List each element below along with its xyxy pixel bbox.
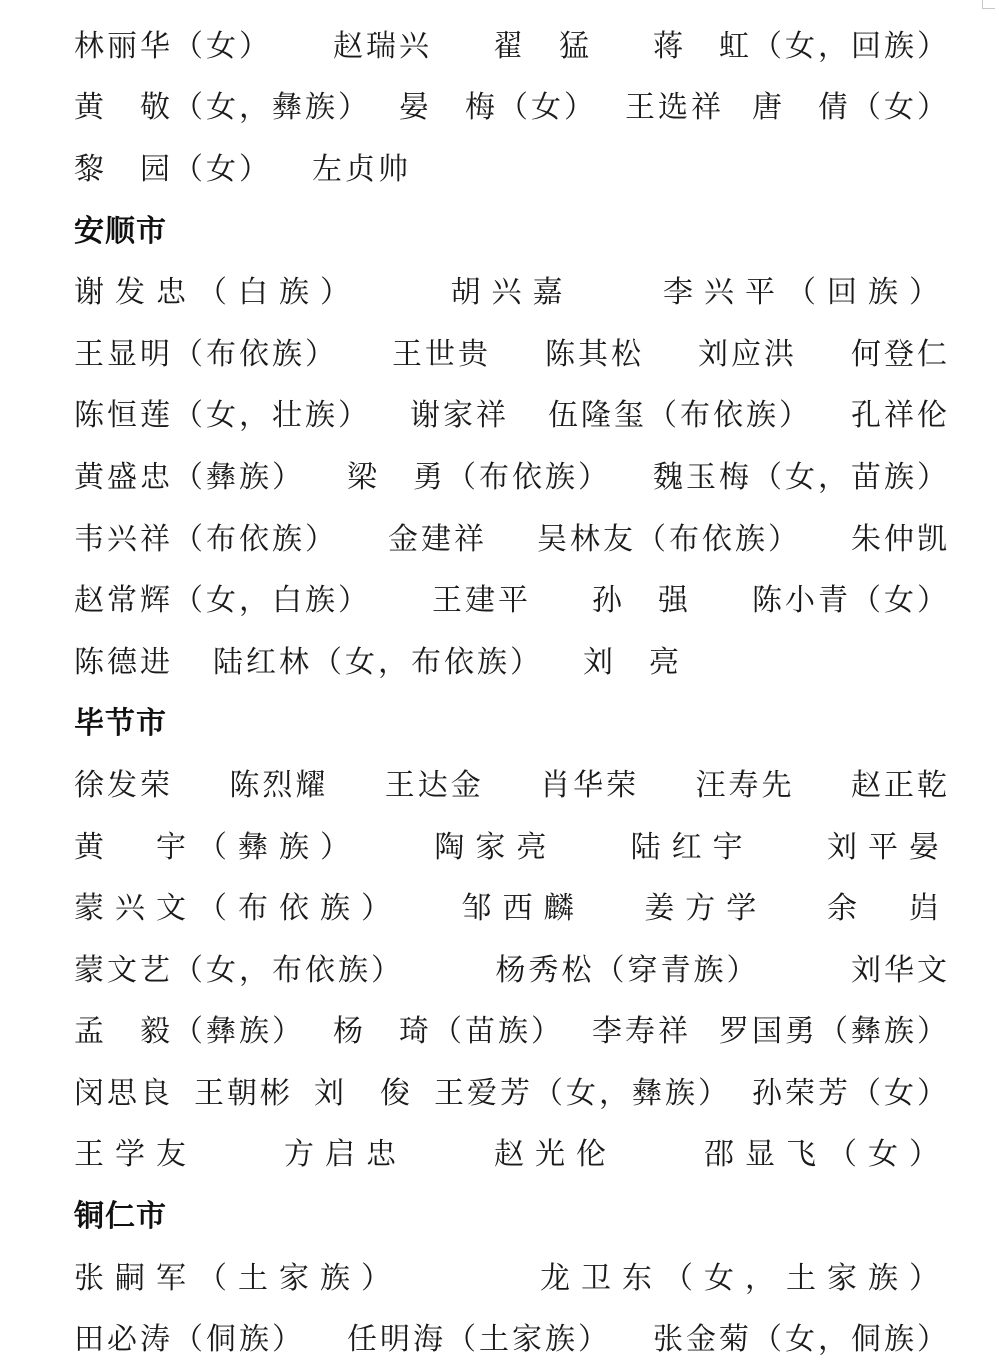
person-entry: 张金菊（女，侗族） <box>653 1322 950 1358</box>
person-entry: 蒋 虹（女，回族） <box>653 28 950 64</box>
person-entry: 黄 宇（彝族） <box>74 829 361 865</box>
name-row <box>74 74 950 136</box>
city-heading: 毕节市 <box>74 706 167 742</box>
person-entry: 何登仁 <box>851 336 950 372</box>
person-entry: 任明海（土家族） <box>347 1322 611 1358</box>
person-entry: 赵常辉（女，白族） <box>74 583 371 619</box>
person-entry: 孔祥伦 <box>851 398 950 434</box>
person-entry: 唐 倩（女） <box>752 90 950 126</box>
person-entry: 孙荣芳（女） <box>752 1075 950 1111</box>
person-entry: 王世贵 <box>392 336 491 372</box>
person-entry: 孟 毅（彝族） <box>74 1014 305 1050</box>
person-entry: 刘平晏 <box>826 829 950 865</box>
person-entry: 陈德进 <box>74 644 173 680</box>
person-entry: 王爱芳（女，彝族） <box>434 1075 731 1111</box>
name-row <box>74 813 950 875</box>
person-entry: 黎 园（女） <box>74 151 272 187</box>
name-row <box>74 1244 950 1306</box>
person-entry: 李寿祥 <box>592 1014 691 1050</box>
person-entry: 肖华荣 <box>540 767 640 803</box>
city-heading: 安顺市 <box>74 213 167 249</box>
person-entry: 蒙兴文（布依族） <box>74 891 402 927</box>
person-entry: 吴林友（布依族） <box>537 521 801 557</box>
person-entry: 闵思良 <box>74 1075 173 1111</box>
person-entry: 陶家亮 <box>434 829 558 865</box>
person-entry: 汪寿先 <box>695 767 795 803</box>
name-row <box>74 1059 950 1121</box>
person-entry: 左贞帅 <box>312 151 411 187</box>
person-entry: 金建祥 <box>388 521 487 557</box>
person-entry: 赵光伦 <box>494 1137 617 1173</box>
person-entry: 晏 梅（女） <box>399 90 597 126</box>
person-entry: 韦兴祥（布依族） <box>74 521 338 557</box>
name-row <box>74 998 950 1060</box>
person-entry: 陈烈耀 <box>229 767 329 803</box>
person-entry: 王建平 <box>432 583 531 619</box>
person-entry: 姜方学 <box>644 891 768 927</box>
person-entry: 孙 强 <box>592 583 691 619</box>
person-entry: 杨秀松（穿青族） <box>495 952 760 988</box>
person-entry: 赵瑞兴 <box>333 28 432 64</box>
name-row <box>74 936 950 998</box>
person-entry: 梁 勇（布依族） <box>347 459 611 495</box>
person-entry: 王朝彬 <box>194 1075 293 1111</box>
name-row <box>74 566 950 628</box>
person-entry: 刘应洪 <box>698 336 797 372</box>
person-entry: 刘华文 <box>851 952 950 988</box>
page-corner-mark <box>982 0 995 9</box>
name-row <box>74 505 950 567</box>
person-entry: 黄 敬（女，彝族） <box>74 90 371 126</box>
name-row <box>74 12 950 74</box>
person-entry: 刘 亮 <box>583 644 682 680</box>
person-entry: 张嗣军（土家族） <box>74 1260 402 1296</box>
person-entry: 王学友 <box>74 1137 197 1173</box>
person-entry: 翟 猛 <box>493 28 592 64</box>
person-entry: 谢发忠（白族） <box>74 275 361 311</box>
person-entry: 陈其松 <box>545 336 644 372</box>
person-entry: 王选祥 <box>625 90 724 126</box>
person-entry: 黄盛忠（彝族） <box>74 459 305 495</box>
name-row <box>74 1121 950 1183</box>
person-entry: 王达金 <box>384 767 484 803</box>
person-entry: 罗国勇（彝族） <box>719 1014 950 1050</box>
person-entry: 杨 琦（苗族） <box>333 1014 564 1050</box>
name-row <box>74 258 950 320</box>
person-entry: 陆红林（女，布依族） <box>213 644 543 680</box>
name-row <box>74 320 950 382</box>
person-entry: 蒙文艺（女，布依族） <box>74 952 404 988</box>
city-heading: 铜仁市 <box>74 1199 167 1235</box>
person-entry: 龙卫东（女，土家族） <box>540 1260 950 1296</box>
person-entry: 田必涛（侗族） <box>74 1322 305 1358</box>
name-row <box>74 382 950 444</box>
name-row <box>74 443 950 505</box>
person-entry: 赵正乾 <box>850 767 950 803</box>
person-entry: 陈小青（女） <box>752 583 950 619</box>
person-entry: 刘 俊 <box>314 1075 413 1111</box>
person-entry: 朱仲凯 <box>851 521 950 557</box>
name-row <box>74 628 950 690</box>
name-row <box>74 135 950 197</box>
person-entry: 魏玉梅（女，苗族） <box>653 459 950 495</box>
person-entry: 林丽华（女） <box>74 28 272 64</box>
person-entry: 邹西麟 <box>461 891 585 927</box>
person-entry: 徐发荣 <box>74 767 173 803</box>
name-list <box>74 12 950 1367</box>
name-row <box>74 751 950 813</box>
person-entry: 胡兴嘉 <box>450 275 574 311</box>
person-entry: 余 岿 <box>826 891 950 927</box>
person-entry: 陆红宇 <box>630 829 754 865</box>
person-entry: 谢家祥 <box>410 398 509 434</box>
person-entry: 伍隆玺（布依族） <box>548 398 812 434</box>
name-row <box>74 874 950 936</box>
person-entry: 邵显飞（女） <box>704 1137 950 1173</box>
person-entry: 李兴平（回族） <box>663 275 950 311</box>
person-entry: 方启忠 <box>284 1137 407 1173</box>
person-entry: 陈恒莲（女，壮族） <box>74 398 371 434</box>
name-row <box>74 1305 950 1367</box>
person-entry: 王显明（布依族） <box>74 336 338 372</box>
